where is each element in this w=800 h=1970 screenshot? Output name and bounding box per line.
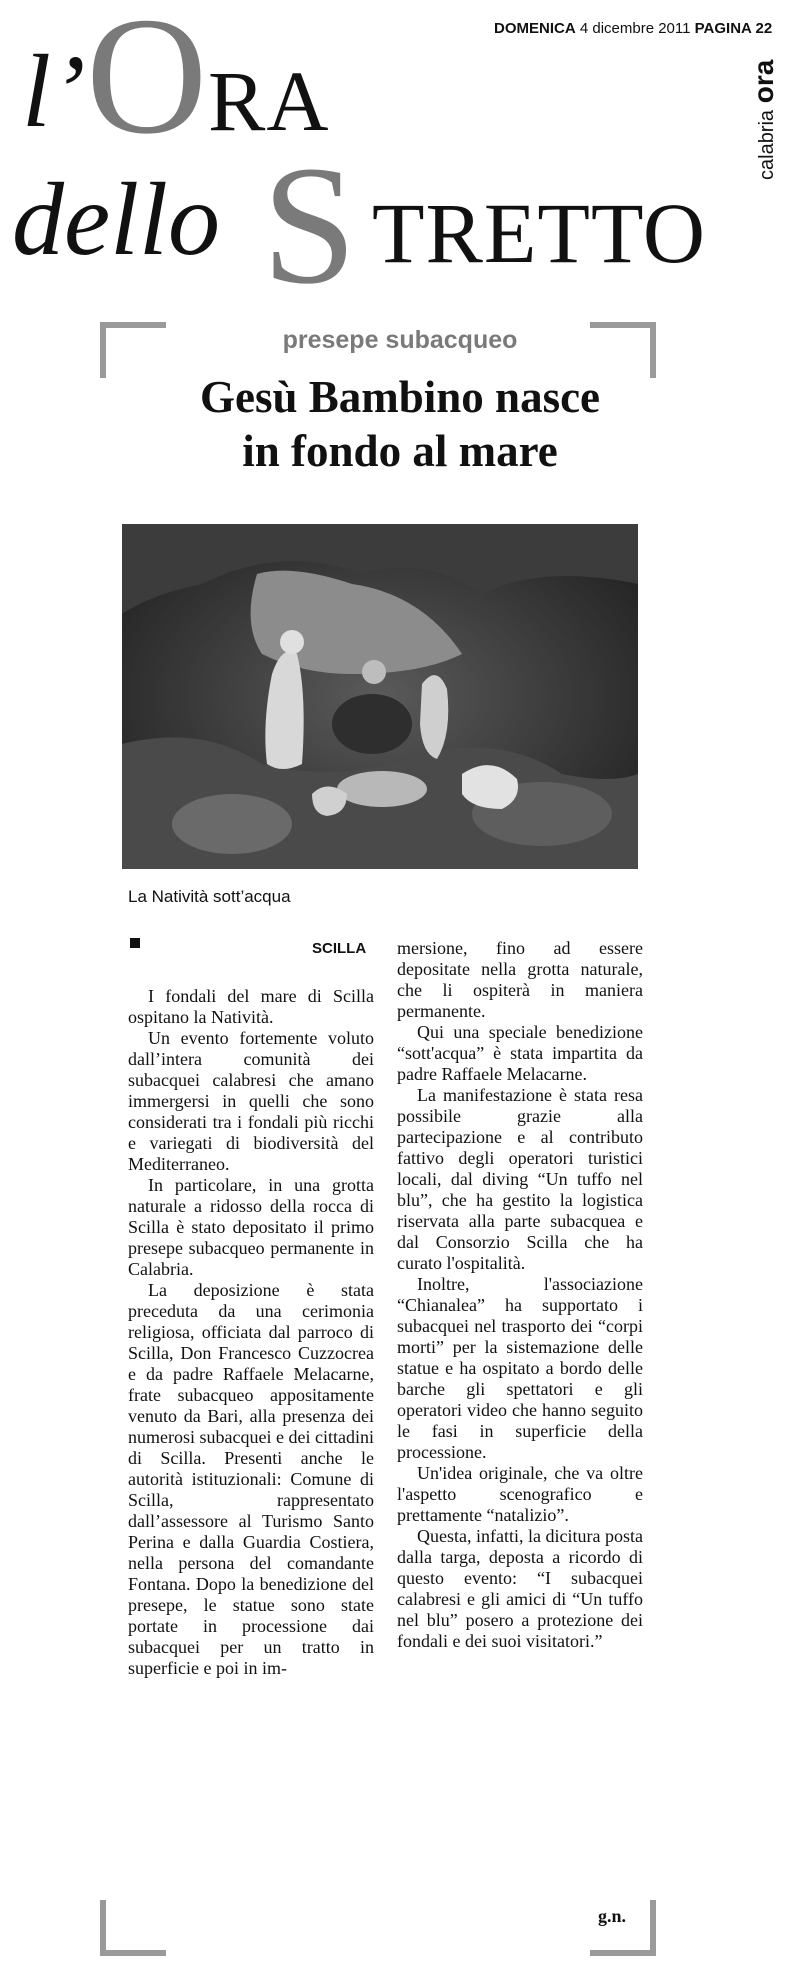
masthead-big-s: S (262, 131, 357, 319)
paragraph: La manifestazione è stata resa possibile grazie alla partecipazione e al contributo fattivo degli operatori turistici locali, dal diving “Un tuffo nel blu”, che ha gestito la logistica riservata alla parte subacquea e dal Consorzio Scilla che ha curato l'ospitalità. (397, 1085, 643, 1273)
paragraph: In particolare, in una grotta naturale a ridosso della rocca di Scilla è stato depositato il primo presepe subacqueo permanente in Calabria. (128, 1175, 374, 1279)
paragraph-continued: mersione, fino ad essere depositate nella grotta naturale, che li ospiterà in maniera permanente. (397, 938, 643, 1021)
paragraph: Qui una speciale benedizione “sott'acqua” è stata impartita da padre Raffaele Melacarne. (397, 1022, 643, 1084)
section-tag-region: calabria (756, 109, 778, 180)
article-kicker: presepe subacqueo (282, 326, 518, 354)
headline-line-2: in fondo al mare (242, 426, 558, 476)
dateline (494, 20, 772, 37)
masthead-ra: RA (208, 53, 330, 149)
masthead-prefix-dello: dello (12, 162, 220, 277)
article-column-1 (128, 986, 374, 1679)
dateline-day: DOMENICA (494, 20, 576, 37)
frame-corner-bottom-left (100, 1900, 166, 1956)
paragraph: Un'idea originale, che va oltre l'aspetto scenografico e prettamente “natalizio”. (397, 1463, 643, 1525)
paragraph: Un evento fortemente voluto dall’intera comunità dei subacquei calabresi che amano immergersi in quelli che sono considerati tra i fondali più ricchi e variegati di biodiversità del Mediterraneo. (128, 1028, 374, 1174)
author-signature: g.n. (598, 1906, 627, 1926)
section-tag-brand: ora (748, 59, 779, 104)
article-location: SCILLA (312, 940, 367, 957)
paragraph: Inoltre, l'associazione “Chianalea” ha supportato i subacquei nel trasporto dei “corpi morti” per la sistemazione delle statue e ha ospitato a bordo delle barche gli spettatori e gli operatori video che hanno seguito le fasi in superficie della processione. (397, 1274, 643, 1462)
nativity-photo-illustration (122, 524, 638, 869)
section-bullet (130, 938, 140, 948)
article-headline (0, 370, 800, 478)
article-photo (122, 524, 638, 869)
paragraph: La deposizione è stata preceduta da una cerimonia religiosa, officiata dal parroco di Scilla, Don Francesco Cuzzocrea e da padre Raffaele Melacarne, frate subacqueo appositamente venuto da Bari, alla presenza dei numerosi subacquei e dei cittadini di Scilla. Presenti anche le autorità istituzionali: Comune di Scilla, rappresentato dall’assessore al Turismo Santo Perina e dalla Guardia Costiera, nella persona del comandante Fontana. Dopo la benedizione del presepe, le statue sono state portate in processione dai subacquei per un tratto in superficie e poi in im- (128, 1280, 374, 1678)
masthead-big-o: O (86, 0, 208, 169)
masthead-logo (0, 0, 800, 319)
paragraph: Questa, infatti, la dicitura posta dalla targa, deposta a ricordo di questo evento: “I subacquei calabresi e gli amici di “Un tuffo nel blu” posero a protezione dei fondali e dei suoi visitatori.” (397, 1526, 643, 1651)
masthead-prefix-l: l’ (22, 34, 86, 149)
paragraph: I fondali del mare di Scilla ospitano la Natività. (128, 986, 374, 1027)
section-tag (744, 20, 784, 180)
headline-line-1: Gesù Bambino nasce (199, 372, 601, 422)
dateline-page: PAGINA 22 (694, 20, 773, 37)
article-column-2 (397, 938, 643, 1652)
photo-caption: La Natività sott’acqua (128, 887, 291, 906)
dateline-date: 4 dicembre 2011 (579, 20, 691, 37)
masthead-tretto: TRETTO (372, 185, 707, 281)
